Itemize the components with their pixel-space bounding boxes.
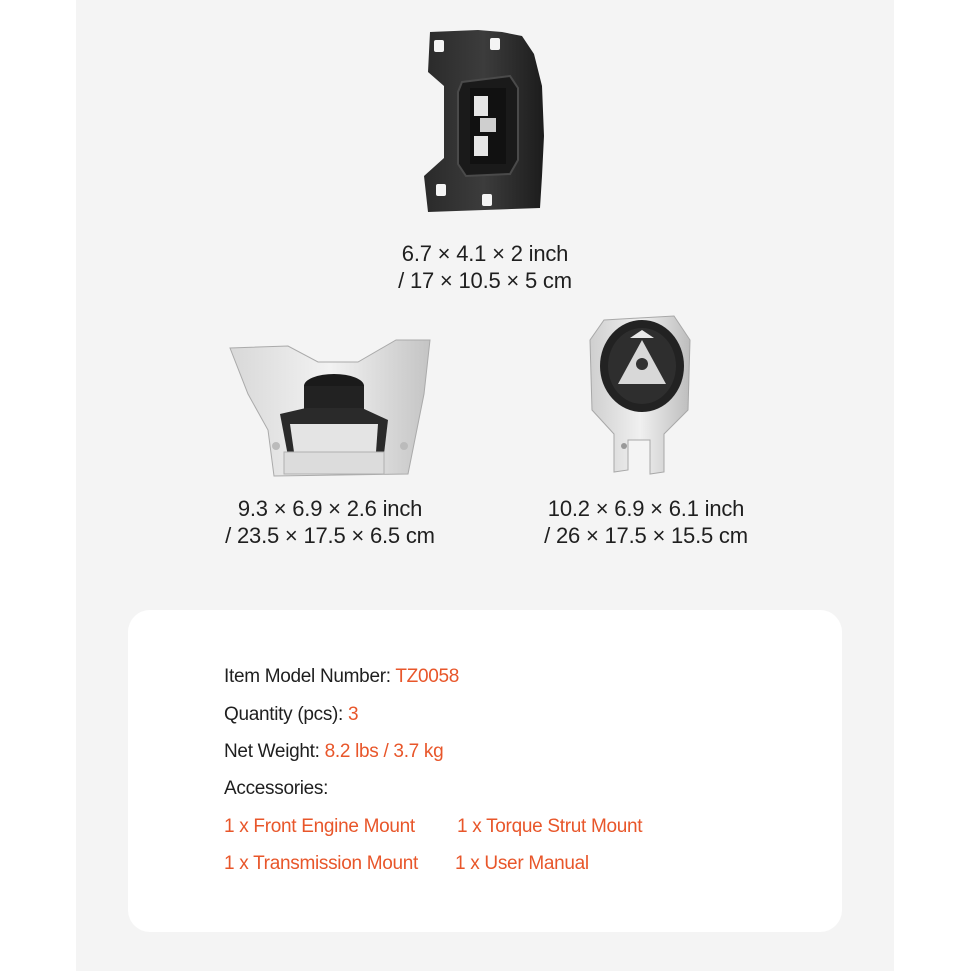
accessory-item: 1 x Torque Strut Mount	[457, 816, 643, 837]
accessories-label: Accessories:	[224, 778, 329, 799]
torque-strut-mount-image	[584, 310, 696, 476]
dimension-cm: / 17 × 10.5 × 5 cm	[398, 268, 572, 293]
model-number-value: TZ0058	[395, 666, 460, 687]
quantity-label: Quantity (pcs):	[224, 704, 349, 725]
quantity-value: 3	[348, 704, 359, 725]
dimension-inch: 6.7 × 4.1 × 2 inch	[401, 241, 569, 266]
net-weight-row	[224, 741, 443, 763]
accessory-item: 1 x User Manual	[455, 853, 589, 874]
dimension-cm: / 26 × 17.5 × 15.5 cm	[544, 523, 748, 548]
front-engine-mount-image	[418, 26, 550, 216]
transmission-mount-image	[228, 334, 432, 478]
transmission-mount-dimensions	[210, 495, 450, 549]
model-number-label: Item Model Number:	[224, 666, 396, 687]
dimension-cm: / 23.5 × 17.5 × 6.5 cm	[225, 523, 435, 548]
net-weight-value: 8.2 lbs / 3.7 kg	[324, 741, 444, 762]
net-weight-label: Net Weight:	[224, 741, 325, 762]
model-number-row	[224, 666, 459, 688]
dimension-inch: 9.3 × 6.9 × 2.6 inch	[237, 496, 423, 521]
accessory-item: 1 x Transmission Mount	[224, 853, 419, 874]
front-engine-mount-dimensions	[370, 240, 600, 294]
torque-strut-mount-dimensions	[526, 495, 766, 549]
spec-card	[128, 610, 842, 932]
dimension-inch: 10.2 × 6.9 × 6.1 inch	[547, 496, 745, 521]
accessory-item: 1 x Front Engine Mount	[224, 816, 415, 837]
quantity-row	[224, 704, 358, 726]
